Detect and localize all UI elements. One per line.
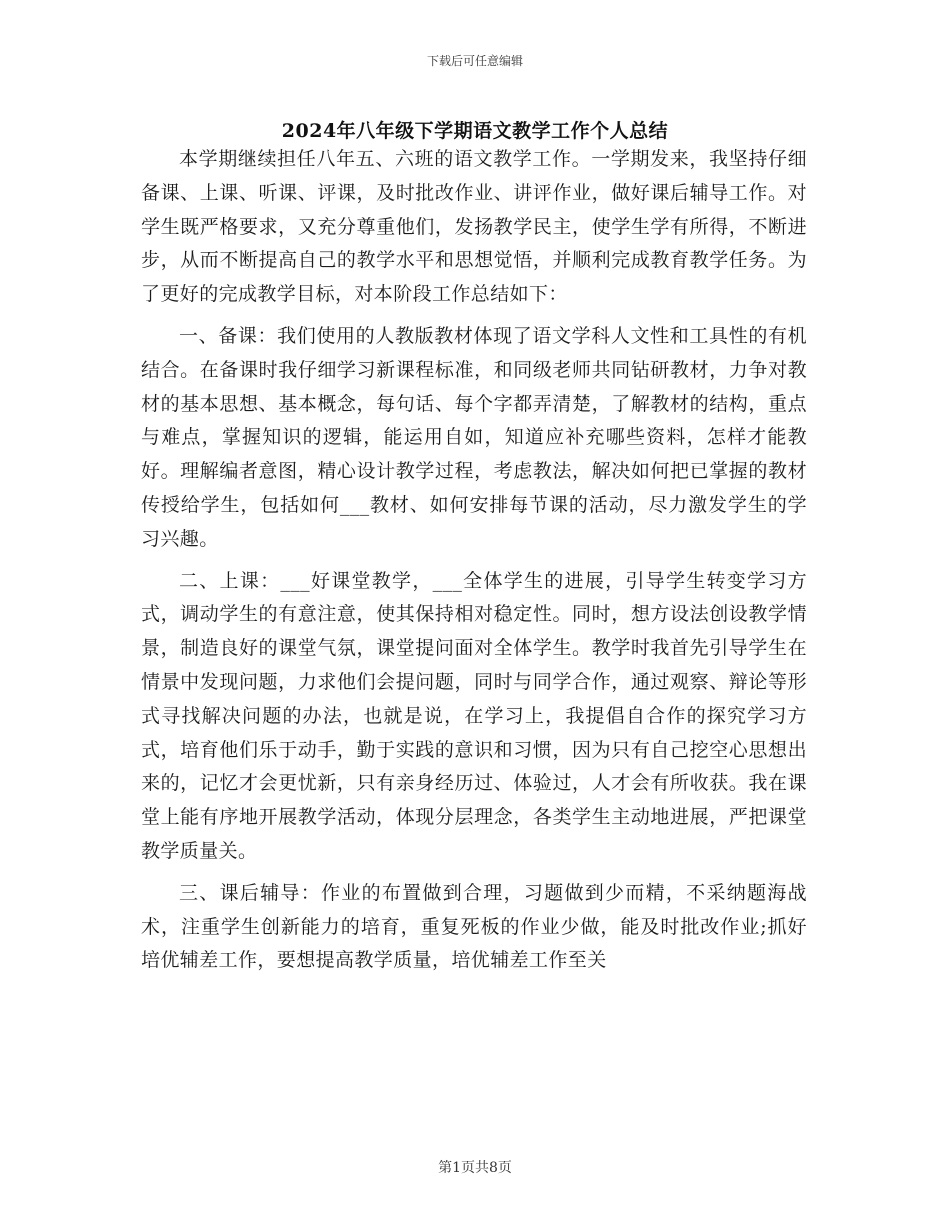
paragraph-teaching: 二、上课：___好课堂教学，___全体学生的进展，引导学生转变学习方式，调动学生的有意注意，使其保持相对稳定性。同时，想方设法创设教学情景，制造良好的课堂气氛，课堂提问面对全体学生。教学时我首先引导学生在情景中发现问题，力求他们会提问题，同时与同学合作，通过观察、辩论等形式寻找解决问题的办法，也就是说，在学习上，我提倡自合作的探究学习方式，培育他们乐于动手，勤于实践的意识和习惯，因为只有自己挖空心思想出来的，记忆才会更忧新，只有亲身经历过、体验过，人才会有所收获。我在课堂上能有序地开展教学活动，体现分层理念，各类学生主动地进展，严把课堂教学质量关。 (141, 569, 807, 862)
paragraph-after-class: 三、课后辅导：作业的布置做到合理，习题做到少而精，不采纳题海战术，注重学生创新能力的培育，重复死板的作业少做，能及时批改作业;抓好培优辅差工作，要想提高教学质量，培优辅差工作至关 (141, 881, 807, 972)
page-number-footer: 第1页共8页 (438, 1160, 512, 1176)
document-title: 2024年八年级下学期语文教学工作个人总结 (281, 120, 669, 142)
paragraph-lesson-prep: 一、备课：我们使用的人教版教材体现了语文学科人文性和工具性的有机结合。在备课时我仔细学习新课程标准，和同级老师共同钻研教材，力争对教材的基本思想、基本概念，每句话、每个字都弄清楚，了解教材的结构，重点与难点，掌握知识的逻辑，能运用自如，知道应补充哪些资料，怎样才能教好。理解编者意图，精心设计教学过程，考虑教法，解决如何把已掌握的教材传授给学生，包括如何___教材、如何安排每节课的活动，尽力激发学生的学习兴趣。 (141, 324, 807, 550)
document-body (141, 143, 807, 986)
paragraph-intro: 本学期继续担任八年五、六班的语文教学工作。一学期发来，我坚持仔细备课、上课、听课、评课，及时批改作业、讲评作业，做好课后辅导工作。对学生既严格要求，又充分尊重他们，发扬教学民主，使学生学有所得，不断进步，从而不断提高自己的教学水平和思想觉悟，并顺利完成教育教学任务。为了更好的完成教学目标，对本阶段工作总结如下： (141, 148, 807, 306)
page-header-note: 下载后可任意编辑 (426, 54, 523, 68)
